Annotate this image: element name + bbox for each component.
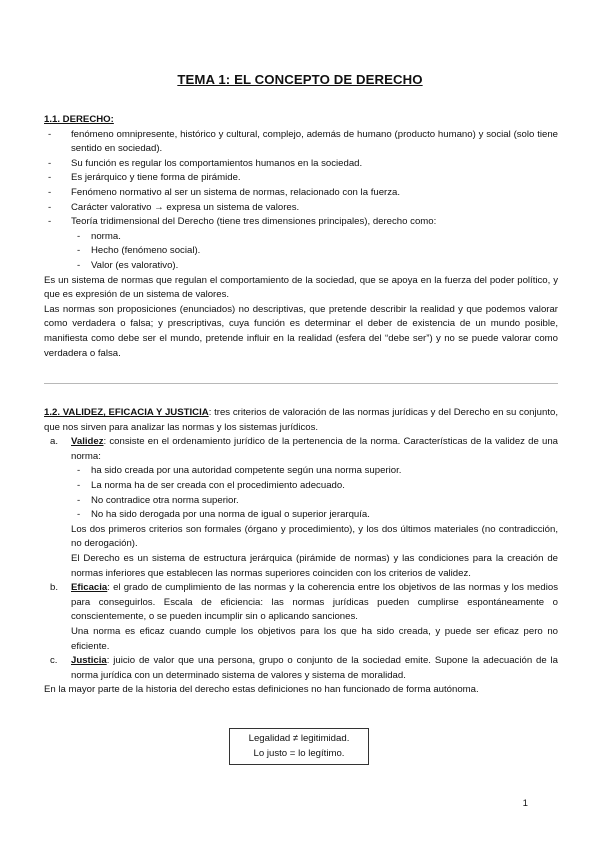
section-heading: 1.1. DERECHO: (44, 114, 114, 125)
list-item: - Fenómeno normativo al ser un sistema de normas, relacionado con la fuerza. (44, 186, 558, 201)
list-item-justicia (44, 654, 558, 683)
box-line: Lo justo = lo legítimo. (253, 747, 345, 759)
list-marker: b. (50, 582, 59, 594)
summary-box (229, 728, 369, 765)
section-derecho (44, 113, 558, 361)
definition: : juicio de valor que una persona, grupo o conjunto de la sociedad emite. Supone la adecuación de la norma jurídica con un determinado sistema de valores y sistema de moralidad. (71, 655, 558, 681)
page-number: 1 (522, 798, 528, 809)
term: Validez (71, 436, 104, 448)
term: Justicia (71, 655, 107, 667)
section-validez (44, 406, 558, 698)
paragraph: Las normas son proposiciones (enunciados) no descriptivas, que pretende describir la realidad y que podemos valorar como verdadera o falsa; y prescriptivas, cuya función es determinar el deber de existencia de un mundo posible, manifiesta como debe ser el mundo, pretende influir en la realidad (esfera del “debe ser”) y no se puede valorar como verdadera o falsa. (44, 303, 558, 359)
list-item: - fenómeno omnipresente, histórico y cultural, complejo, además de humano (producto humano) y social (solo tiene sentido en sociedad). (44, 128, 558, 157)
definition: : el grado de cumplimiento de las normas y la coherencia entre los objetivos de las normas y los medios para conseguirlos. Escala de eficiencia: las normas jurídicas pueden cumplirse espontáneamente o conscientemente, o se pueden incumplir sin o aplicando sanciones. (71, 582, 558, 623)
section-intro: : tres criterios de valoración de las normas jurídicas y del Derecho en su conjunto, que nos sirven para analizar las normas y los sistemas jurídicos. (44, 407, 558, 433)
sub-bullet-list (44, 464, 558, 522)
list-marker: a. (50, 436, 59, 448)
paragraph: Es un sistema de normas que regulan el comportamiento de la sociedad, que se apoya en la fuerza del poder político, y que es expresión de un sistema de valores. (44, 274, 558, 301)
paragraph: Una norma es eficaz cuando cumple los objetivos para los que ha sido creada, y puede ser eficaz pero no eficiente. (71, 625, 558, 652)
list-item: - Carácter valorativo → expresa un sistema de valores. (44, 201, 558, 216)
list-item: - Hecho (fenómeno social). (44, 244, 558, 259)
section-divider (44, 383, 558, 384)
list-item-eficacia (44, 581, 558, 625)
list-item: - La norma ha de ser creada con el procedimiento adecuado. (44, 479, 558, 494)
sub-bullet-list (44, 230, 558, 274)
list-item: - No ha sido derogada por una norma de igual o superior jerarquía. (44, 508, 558, 523)
paragraph: El Derecho es un sistema de estructura jerárquica (pirámide de normas) y las condiciones para la creación de normas inferiores que establecen las normas superiores coinciden con los criterios de validez. (71, 552, 558, 579)
list-item: - Teoría tridimensional del Derecho (tiene tres dimensiones principales), derecho como: (44, 215, 558, 230)
list-item: - norma. (44, 230, 558, 245)
list-marker: c. (50, 655, 58, 667)
section-heading: 1.2. VALIDEZ, EFICACIA Y JUSTICIA (44, 407, 209, 418)
definition: : consiste en el ordenamiento jurídico de la pertenencia de la norma. Características de la validez de una norma: (71, 436, 558, 462)
paragraph: Los dos primeros criterios son formales (órgano y procedimiento), y los dos últimos materiales (no contradicción, no derogación). (71, 523, 558, 550)
term: Eficacia (71, 582, 108, 594)
list-item-validez (44, 435, 558, 464)
list-item: - Su función es regular los comportamientos humanos en la sociedad. (44, 157, 558, 172)
bullet-list (44, 128, 558, 230)
paragraph: En la mayor parte de la historia del derecho estas definiciones no han funcionado de forma autónoma. (44, 684, 479, 696)
page-title: TEMA 1: EL CONCEPTO DE DERECHO (177, 72, 423, 87)
list-item: - Valor (es valorativo). (44, 259, 558, 274)
list-item: - Es jerárquico y tiene forma de pirámide. (44, 171, 558, 186)
list-item: - ha sido creada por una autoridad competente según una norma superior. (44, 464, 558, 479)
paragraph (44, 406, 558, 435)
list-item: - No contradice otra norma superior. (44, 494, 558, 509)
box-line: Legalidad ≠ legitimidad. (248, 733, 350, 744)
